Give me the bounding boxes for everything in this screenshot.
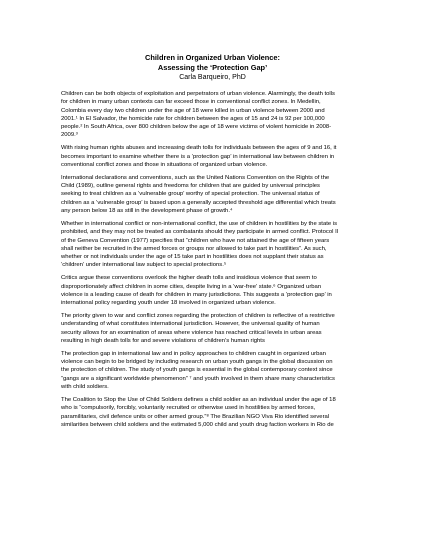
paragraph-line: whether or not individuals under the age of 15 take part in hostilities does not supplant their status as [61, 254, 324, 261]
paragraph-line: The priority given to war and conflict zones regarding the protection of children is reflective of a restrictive [61, 313, 335, 320]
paragraph-line: seeking to treat children as a ‘vulnerable group’ worthy of special protection. The universal status of [61, 191, 320, 198]
paragraph-line: Child (1989), outline general rights and freedoms for children that are guided by universal principles [61, 183, 321, 190]
paragraph-line: International declarations and conventions, such as the United Nations Convention on the Rights of the [61, 174, 330, 181]
paragraph-line: of the Geneva Convention (1977) specifies that “children who have not attained the age of fifteen years [61, 237, 330, 244]
paragraph-line: violence can begin to be bridged by including research on urban youth gangs in the global discussion on [61, 359, 333, 366]
paragraph-line: The Coalition to Stop the Use of Child Soldiers defines a child soldier as an individual under the age of 18 [61, 396, 336, 403]
paragraph-line: prohibited, and they may not be treated as combatants should they participate in armed conflict. Protocol II [61, 229, 339, 236]
paragraph-line: becomes important to examine whether there is a ‘protection gap’ in international law between children in [61, 153, 335, 160]
paragraph-line: ‘children’ under international law subject to special protections.⁵ [61, 262, 227, 269]
paragraph-line: paramilitaries, civil defence units or other armed group.”⁸ The Brazilian NGO Viva Rio identified several [61, 413, 330, 420]
document-title-line1: Children in Organized Urban Violence: [145, 53, 280, 62]
paragraph-line: resulting in high death tolls for and severe violations of children’s human rights [61, 337, 265, 344]
paragraph [61, 144, 368, 169]
paragraph [61, 312, 368, 345]
paragraph-line: Colombia every day two children under the age of 18 were killed in urban violence between 2000 and [61, 107, 325, 114]
document-body [61, 90, 368, 434]
paragraph-line: With rising human rights abuses and increasing death tolls for individuals between the ages of 9 and 16, it [61, 145, 337, 152]
paragraph [61, 174, 368, 215]
paragraph-line: security allows for an examination of areas where violence has reached critical levels in urban areas [61, 329, 322, 336]
paragraph-line: 2001.¹ In El Salvador, the homicide rate for children between the ages of 15 and 24 is 92 per 100,000 [61, 115, 325, 122]
paragraph-line: “gangs are a significant worldwide phenomenon” ⁷ and youth involved in them share many characteristics [61, 375, 335, 382]
paragraph-line: international policy regarding youth under 18 involved in organized urban violence. [61, 300, 276, 307]
paragraph-line: Whether in international conflict or non-international conflict, the use of children in hostilities by the state is [61, 220, 338, 227]
paragraph [61, 90, 368, 140]
paragraph [61, 396, 368, 429]
paragraph [61, 350, 368, 391]
paragraph [61, 274, 368, 307]
document-title-line2: Assessing the ‘Protection Gap’ [157, 63, 268, 72]
paragraph-line: violence is a leading cause of death for children in many jurisdictions. This suggests a ‘protection gap’ in [61, 291, 332, 298]
paragraph-line: 2009.³ [61, 132, 78, 139]
paragraph [61, 220, 368, 270]
paragraph-line: any person below 18 as still in the development phase of growth.⁴ [61, 208, 233, 215]
paragraph-line: for children in many urban contexts can far exceed those in conventional conflict zones. In Medellin, [61, 99, 321, 106]
author-name: Carla Barqueiro, PhD [179, 74, 246, 81]
paragraph-line: similarities between child soldiers and the estimated 5,000 child and youth drug faction workers in Rio de [61, 421, 334, 428]
paragraph-line: shall neither be recruited in the armed forces or groups nor allowed to take part in hostilities”. As such, [61, 245, 327, 252]
paragraph-line: Children can be both objects of exploitation and perpetrators of urban violence. Alarmingly, the death tolls [61, 91, 335, 97]
paragraph-line: conventional conflict zones and those in situations of organized urban violence. [61, 161, 268, 168]
paragraph-line: understanding of what constitutes international jurisdiction. However, the universal quality of human [61, 321, 320, 328]
paragraph-line: children as a ‘vulnerable group’ is based upon a generally accepted threshold age differential which treats [61, 199, 336, 206]
paragraph-line: with child soldiers. [61, 384, 109, 391]
paragraph-line: people.² In South Africa, over 800 children below the age of 18 were victims of violent homicide in 2008- [61, 124, 332, 131]
paragraph-line: The protection gap in international law and in policy approaches to children caught in organized urban [61, 350, 326, 357]
paragraph-line: the protection of children. The study of youth gangs is essential in the global contemporary context since [61, 367, 333, 374]
paragraph-line: Critics argue these conventions overlook the higher death tolls and insidious violence that seem to [61, 275, 317, 282]
paragraph-line: disproportionately affect children in some cities, despite living in a ‘war-free’ state.⁶ Organized urban [61, 283, 322, 290]
paragraph-line: who is “compulsorily, forcibly, voluntarily recruited or otherwise used in hostilities by armed forces, [61, 405, 316, 412]
